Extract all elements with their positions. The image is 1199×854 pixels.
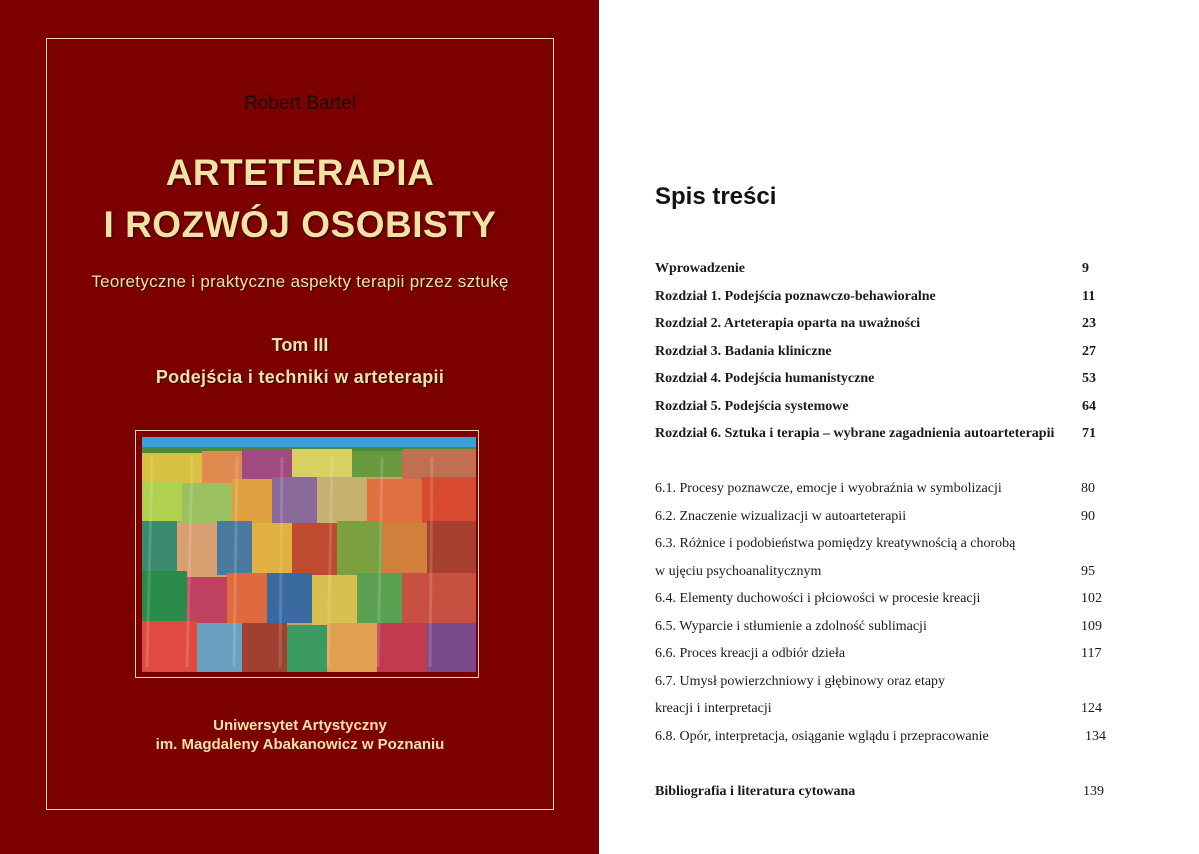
cover-volume: Tom III <box>271 335 329 355</box>
cover-subtitle: Teoretyczne i praktyczne aspekty terapii przez sztukę <box>91 272 509 291</box>
cover-title-line2: I ROZWÓJ OSOBISTY <box>103 204 497 245</box>
book-cover <box>0 0 599 854</box>
cover-volume-title: Podejścia i techniki w arteterapii <box>155 367 445 387</box>
toc-heading: Spis treści <box>655 183 777 210</box>
toc-entry-title: Rozdział 3. Badania kliniczne <box>655 344 832 359</box>
cover-title-line1: ARTETERAPIA <box>165 152 435 193</box>
toc-subsection-title: 6.3. Różnice i podobieństwa pomiędzy kreatywnością a chorobą <box>655 536 1016 551</box>
toc-entry-title: Rozdział 2. Arteterapia oparta na uważności <box>655 316 921 331</box>
toc-entry-title: Wprowadzenie <box>655 261 745 276</box>
toc-entry-title: Rozdział 4. Podejścia humanistyczne <box>655 371 875 386</box>
toc-subsection-title: 6.6. Proces kreacji a odbiór dzieła <box>655 646 846 661</box>
toc-subsection-page: 109 <box>1081 619 1102 634</box>
cover-painting <box>142 437 476 672</box>
cover-university-line2: im. Magdaleny Abakanowicz w Poznaniu <box>155 736 445 753</box>
toc-entry-page: 53 <box>1082 371 1096 386</box>
toc-bibliography-page: 139 <box>1083 784 1104 799</box>
toc-subsection-title: w ujęciu psychoanalitycznym <box>655 564 822 579</box>
toc-subsection-page: 117 <box>1081 646 1102 661</box>
cover-university-line1: Uniwersytet Artystyczny <box>213 717 387 734</box>
toc-subsection-page: 134 <box>1085 729 1106 744</box>
toc-bibliography-title: Bibliografia i literatura cytowana <box>655 784 856 799</box>
toc-entry-page: 9 <box>1082 261 1089 276</box>
toc-entry-title: Rozdział 1. Podejścia poznawczo-behawioralne <box>655 289 936 304</box>
toc-subsection-title: 6.7. Umysł powierzchniowy i głębinowy oraz etapy <box>655 674 946 689</box>
toc-subsection-page: 102 <box>1081 591 1102 606</box>
toc-subsection-title: 6.1. Procesy poznawcze, emocje i wyobraźnia w symbolizacji <box>655 481 1002 496</box>
toc-entry-page: 64 <box>1082 399 1096 414</box>
toc-subsection-page: 124 <box>1081 701 1102 716</box>
toc-entry-title: Rozdział 6. Sztuka i terapia – wybrane zagadnienia autoarteterapii <box>655 426 1055 441</box>
toc-entry-page: 71 <box>1082 426 1096 441</box>
toc-subsection-title: 6.8. Opór, interpretacja, osiąganie wglądu i przepracowanie <box>655 729 989 744</box>
toc-subsection-page: 95 <box>1081 564 1095 579</box>
toc-entry-title: Rozdział 5. Podejścia systemowe <box>655 399 849 414</box>
toc-subsection-page: 90 <box>1081 509 1095 524</box>
toc-entry-page: 27 <box>1082 344 1096 359</box>
toc-subsection-title: 6.2. Znaczenie wizualizacji w autoarteterapii <box>655 509 907 524</box>
toc-entry-page: 11 <box>1082 289 1096 304</box>
toc-subsection-title: 6.4. Elementy duchowości i płciowości w procesie kreacji <box>655 591 981 606</box>
toc-subsection-page: 80 <box>1081 481 1095 496</box>
cover-author: Robert Bartel <box>244 93 356 114</box>
toc-subsection-title: 6.5. Wyparcie i stłumienie a zdolność sublimacji <box>655 619 927 634</box>
toc-entry-page: 23 <box>1082 316 1096 331</box>
table-of-contents-page <box>599 0 1199 854</box>
toc-subsection-title: kreacji i interpretacji <box>655 701 772 716</box>
